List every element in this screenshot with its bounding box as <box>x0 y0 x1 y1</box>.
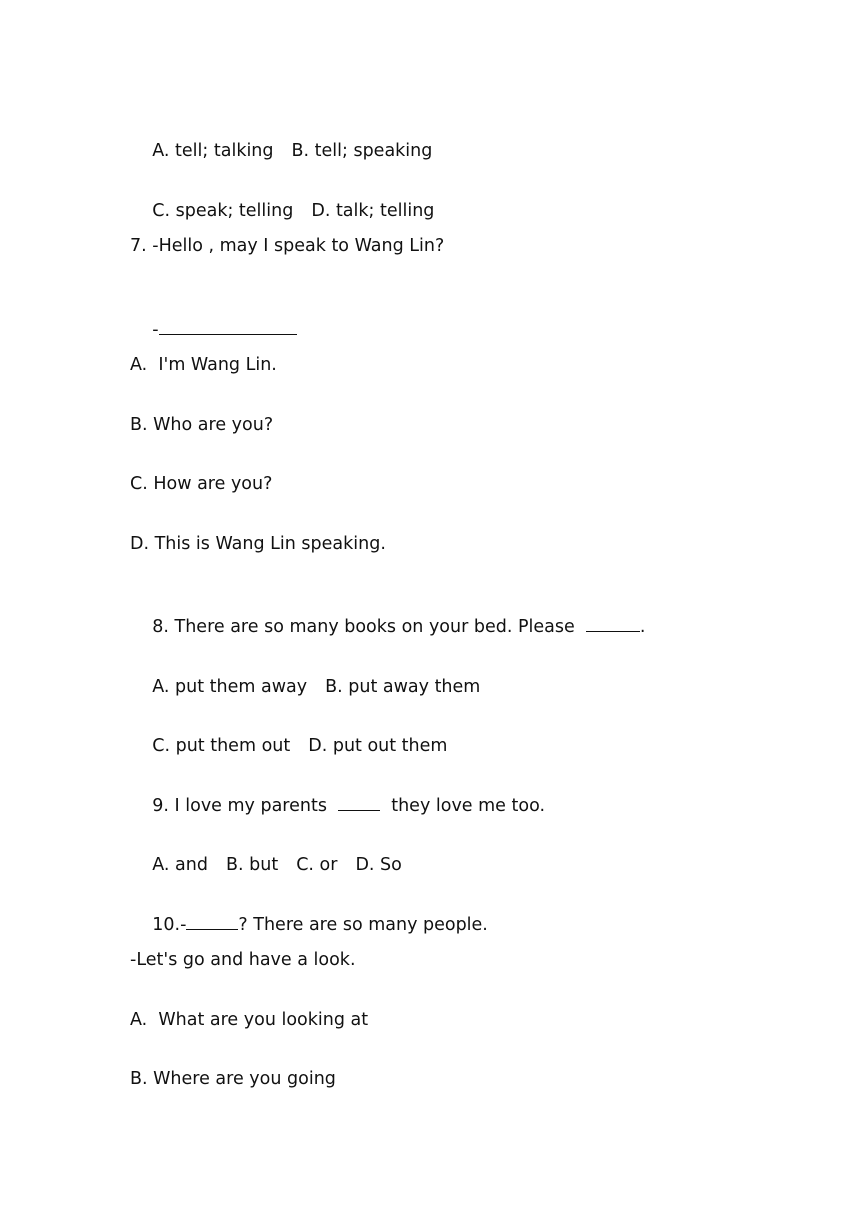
option-b: B. put away them <box>325 676 481 697</box>
answer-blank <box>186 913 238 930</box>
question-7-answer-blank <box>130 294 770 354</box>
option-d: D. So <box>355 855 402 875</box>
question-7-option-a: A. I'm Wang Lin. <box>130 355 277 375</box>
option-c: C. put them out <box>152 736 291 756</box>
question-7: 7. -Hello , may I speak to Wang Lin? <box>130 236 445 256</box>
question-10 <box>130 889 770 949</box>
question-7-option-d: D. This is Wang Lin speaking. <box>130 533 386 554</box>
question-7-option-b: B. Who are you? <box>130 414 274 435</box>
option-a: A. put them away <box>152 676 308 697</box>
question-9-text-end: they love me too. <box>391 795 546 816</box>
question-9 <box>130 770 770 830</box>
answer-blank <box>159 318 297 335</box>
question-9-text-start: 9. I love my parents <box>152 795 327 816</box>
option-c: C. or <box>296 855 338 875</box>
option-c: C. speak; telling <box>152 200 294 221</box>
dash: - <box>152 319 159 340</box>
option-a: A. tell; talking <box>152 141 274 161</box>
question-10-option-b: B. Where are you going <box>130 1069 336 1089</box>
question-8-options-ab <box>130 651 770 711</box>
answer-blank <box>338 794 380 811</box>
question-8-text: 8. There are so many books on your bed. Please <box>152 617 575 637</box>
option-b: B. tell; speaking <box>291 141 433 161</box>
option-d: D. talk; telling <box>311 200 435 221</box>
answer-blank <box>586 615 640 632</box>
question-10-text: ? There are so many people. <box>238 914 488 935</box>
question-10-reply: -Let's go and have a look. <box>130 950 356 970</box>
question-8-options-cd <box>130 710 770 770</box>
option-a: A. and <box>152 855 208 875</box>
options-line-ab <box>130 115 770 175</box>
period: . <box>639 617 646 637</box>
question-7-option-c: C. How are you? <box>130 474 273 494</box>
question-8 <box>130 591 770 651</box>
document-page <box>130 115 770 1127</box>
question-9-options <box>130 829 770 889</box>
option-d: D. put out them <box>308 736 448 756</box>
options-line-cd <box>130 175 770 235</box>
question-10-option-a: A. What are you looking at <box>130 1009 369 1030</box>
question-10-number: 10.- <box>152 914 187 935</box>
option-b: B. but <box>225 855 279 875</box>
